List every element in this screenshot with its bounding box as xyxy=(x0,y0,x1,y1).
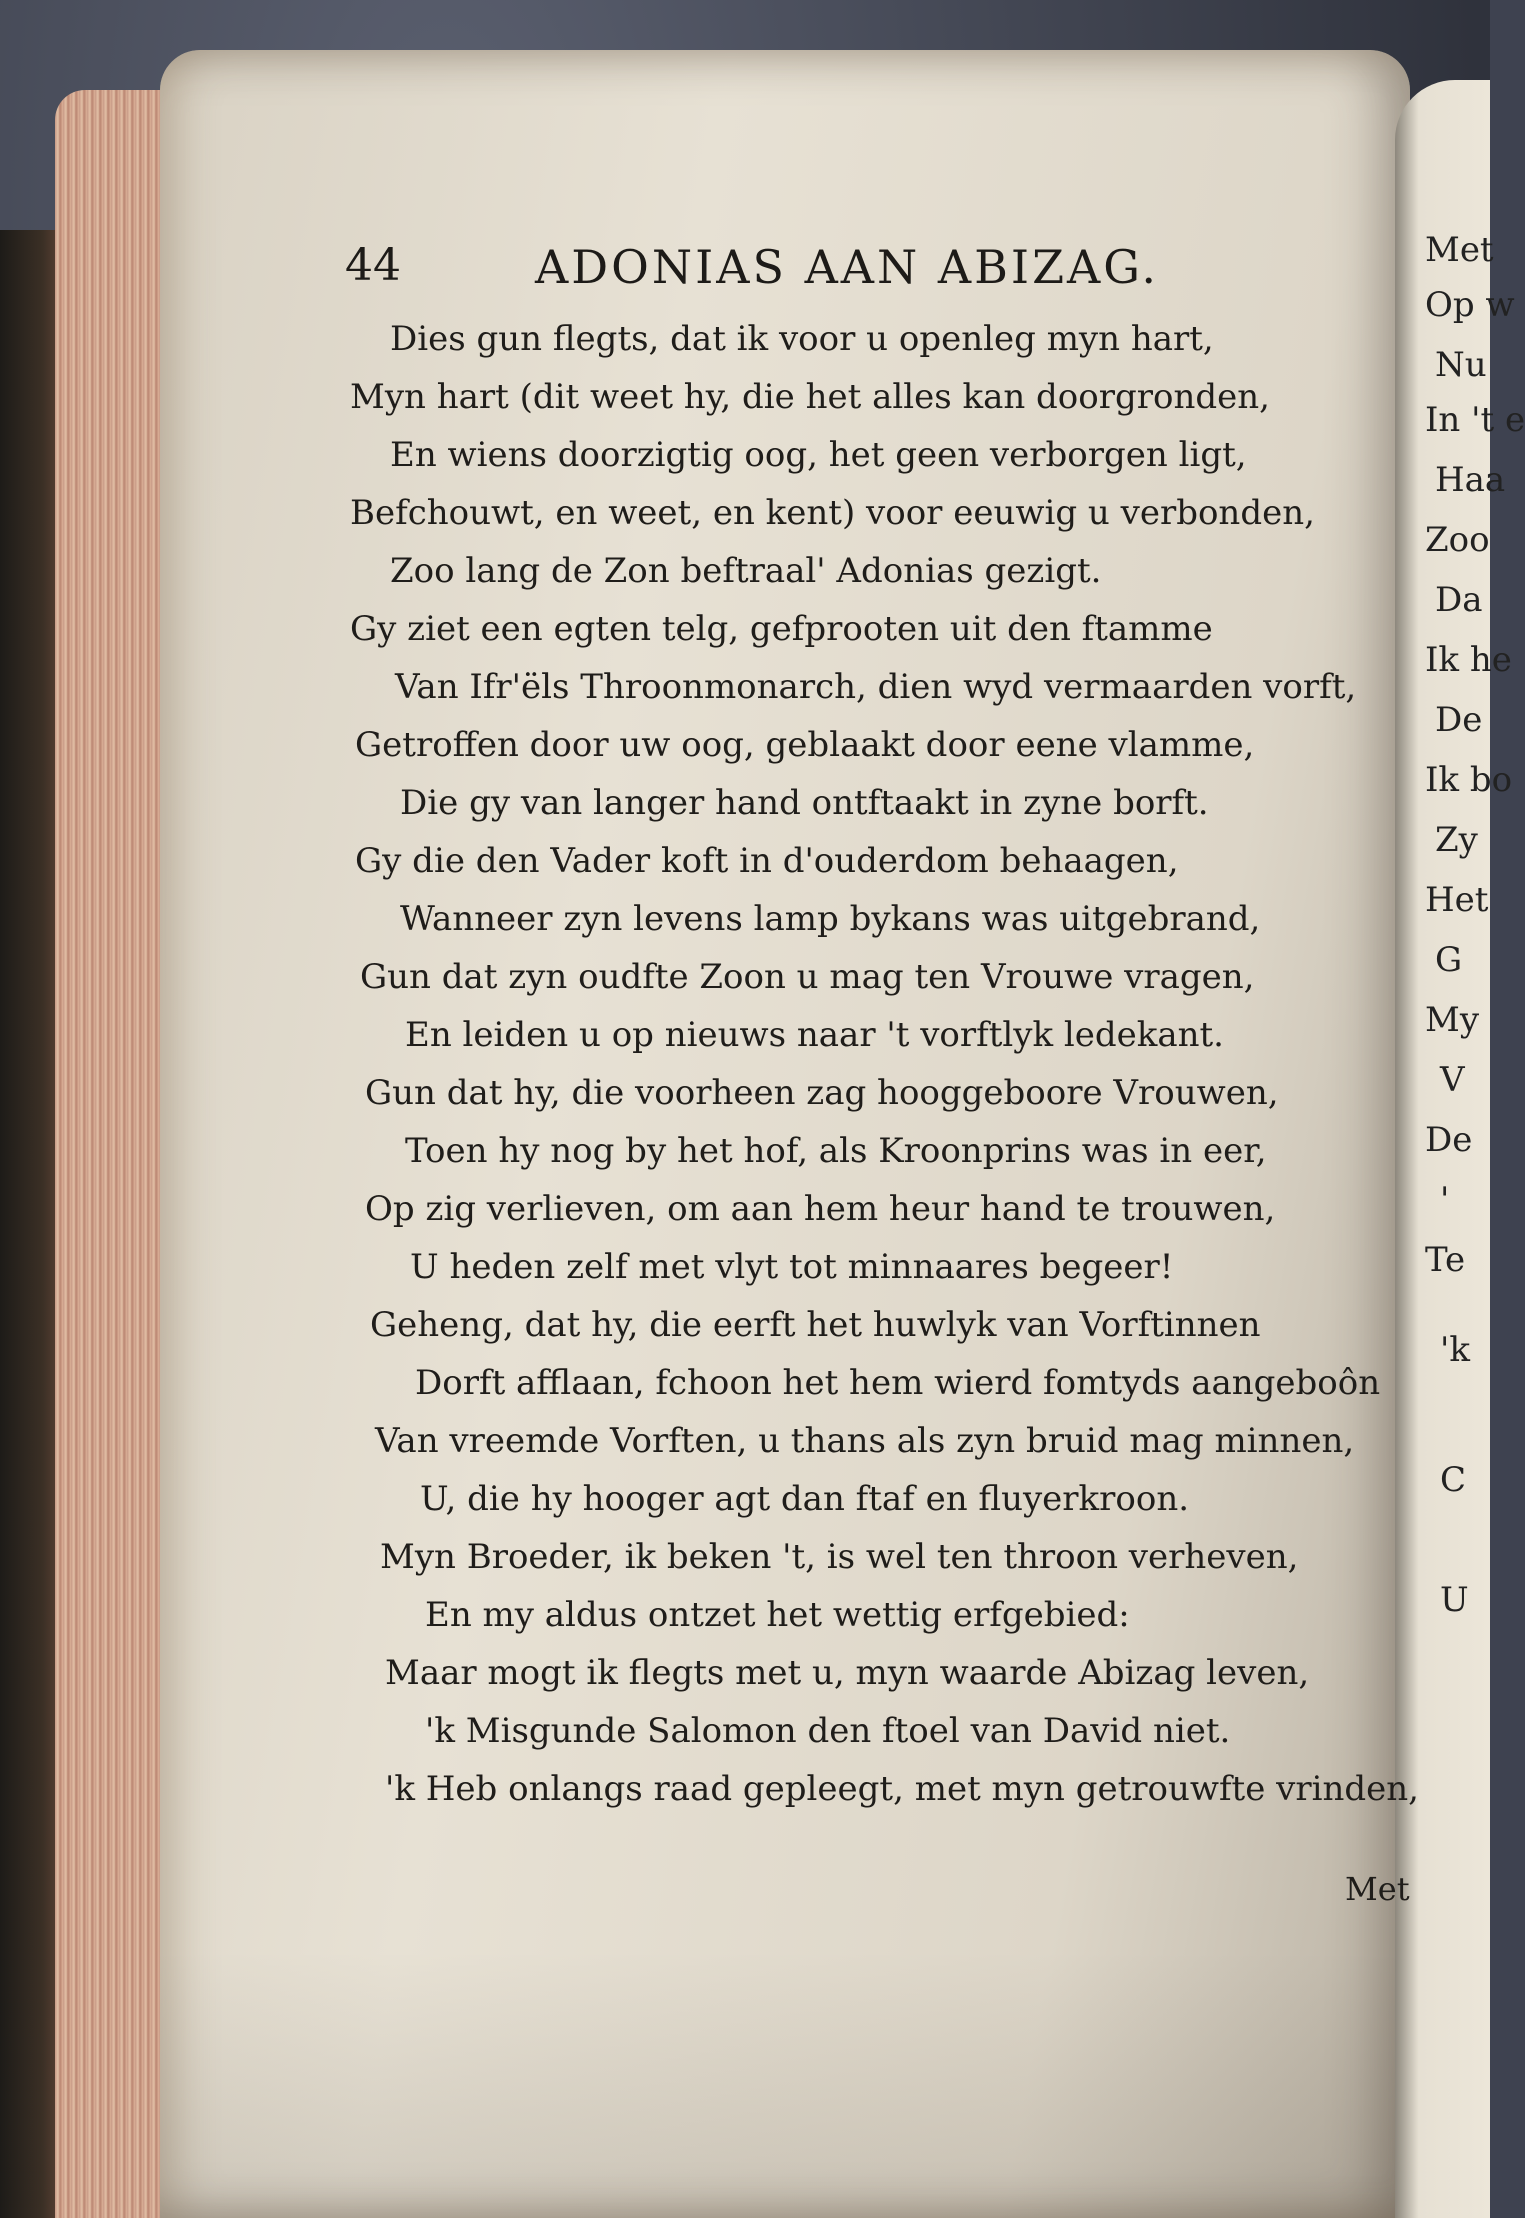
right-page-fragment: Met xyxy=(1425,230,1494,270)
page-shadow xyxy=(160,1950,1410,2218)
right-page-fragment: De xyxy=(1435,700,1483,740)
verse-line: U, die hy hooger agt dan ftaf en fluyerkroon. xyxy=(420,1479,1190,1519)
right-page-fragment: Te xyxy=(1425,1240,1466,1280)
verse-line: Gun dat zyn oudfte Zoon u mag ten Vrouwe vragen, xyxy=(360,957,1255,997)
verse-line: Van vreemde Vorften, u thans als zyn bruid mag minnen, xyxy=(375,1421,1355,1461)
verse-line: En wiens doorzigtig oog, het geen verborgen ligt, xyxy=(390,435,1247,475)
right-page-fragment: ' xyxy=(1440,1180,1450,1220)
verse-line: En leiden u op nieuws naar 't vorftlyk ledekant. xyxy=(405,1015,1224,1055)
right-page-fragment: G xyxy=(1435,940,1463,980)
right-page-fragment: De xyxy=(1425,1120,1473,1160)
right-page-fragment: In 't e xyxy=(1425,400,1525,440)
verse-line: Van Ifr'ëls Throonmonarch, dien wyd vermaarden vorft, xyxy=(395,667,1357,707)
right-page-fragment: Op w xyxy=(1425,285,1515,325)
right-page-fragment: C xyxy=(1440,1460,1467,1500)
right-page-fragment: 'k xyxy=(1440,1330,1470,1370)
verse-line: Getroffen door uw oog, geblaakt door eene vlamme, xyxy=(355,725,1255,765)
right-page-fragment: Ik he xyxy=(1425,640,1512,680)
verse-line: Zoo lang de Zon beftraal' Adonias gezigt. xyxy=(390,551,1102,591)
page-number: 44 xyxy=(345,240,401,291)
verse-line: En my aldus ontzet het wettig erfgebied: xyxy=(425,1595,1130,1635)
page-header xyxy=(345,240,1175,300)
right-page-fragment: Zy xyxy=(1435,820,1478,860)
right-page-fragment: Nu xyxy=(1435,345,1487,385)
verse-line: 'k Misgunde Salomon den ftoel van David niet. xyxy=(425,1711,1231,1751)
right-page-fragment: V xyxy=(1440,1060,1465,1100)
verse-line: Dorft afflaan, fchoon het hem wierd fomtyds aangeboôn xyxy=(415,1363,1381,1403)
verse-line: U heden zelf met vlyt tot minnaares begeer! xyxy=(410,1247,1174,1287)
verse-line: Myn hart (dit weet hy, die het alles kan doorgronden, xyxy=(350,377,1270,417)
verse-line: Dies gun flegts, dat ik voor u openleg myn hart, xyxy=(390,319,1214,359)
verse-line: Geheng, dat hy, die eerft het huwlyk van Vorftinnen xyxy=(370,1305,1261,1345)
right-page-fragment: Het xyxy=(1425,880,1489,920)
verse-line: Maar mogt ik flegts met u, myn waarde Abizag leven, xyxy=(385,1653,1310,1693)
running-title: ADONIAS AAN ABIZAG. xyxy=(535,240,1160,294)
right-page-fragment: Da xyxy=(1435,580,1483,620)
catchword: Met xyxy=(1345,1870,1410,1908)
verse-line: Op zig verlieven, om aan hem heur hand te trouwen, xyxy=(365,1189,1276,1229)
verse-line: Die gy van langer hand ontftaakt in zyne borft. xyxy=(400,783,1209,823)
verse-line: Wanneer zyn levens lamp bykans was uitgebrand, xyxy=(400,899,1261,939)
verse-line: Toen hy nog by het hof, als Kroonprins was in eer, xyxy=(405,1131,1267,1171)
verse-line: 'k Heb onlangs raad gepleegt, met myn getrouwfte vrinden, xyxy=(385,1769,1419,1809)
verse-line: Myn Broeder, ik beken 't, is wel ten throon verheven, xyxy=(380,1537,1299,1577)
right-page-fragment: Haa xyxy=(1435,460,1506,500)
right-page-fragment: Ik bo xyxy=(1425,760,1513,800)
verse-line: Befchouwt, en weet, en kent) voor eeuwig u verbonden, xyxy=(350,493,1315,533)
verse-line: Gy ziet een egten telg, gefprooten uit den ftamme xyxy=(350,609,1213,649)
verse-line: Gy die den Vader koft in d'ouderdom behaagen, xyxy=(355,841,1179,881)
right-page-fragment: My xyxy=(1425,1000,1480,1040)
verse-line: Gun dat hy, die voorheen zag hooggeboore Vrouwen, xyxy=(365,1073,1279,1113)
right-page-fragment: Zoo xyxy=(1425,520,1490,560)
right-page-fragment: U xyxy=(1440,1580,1469,1620)
